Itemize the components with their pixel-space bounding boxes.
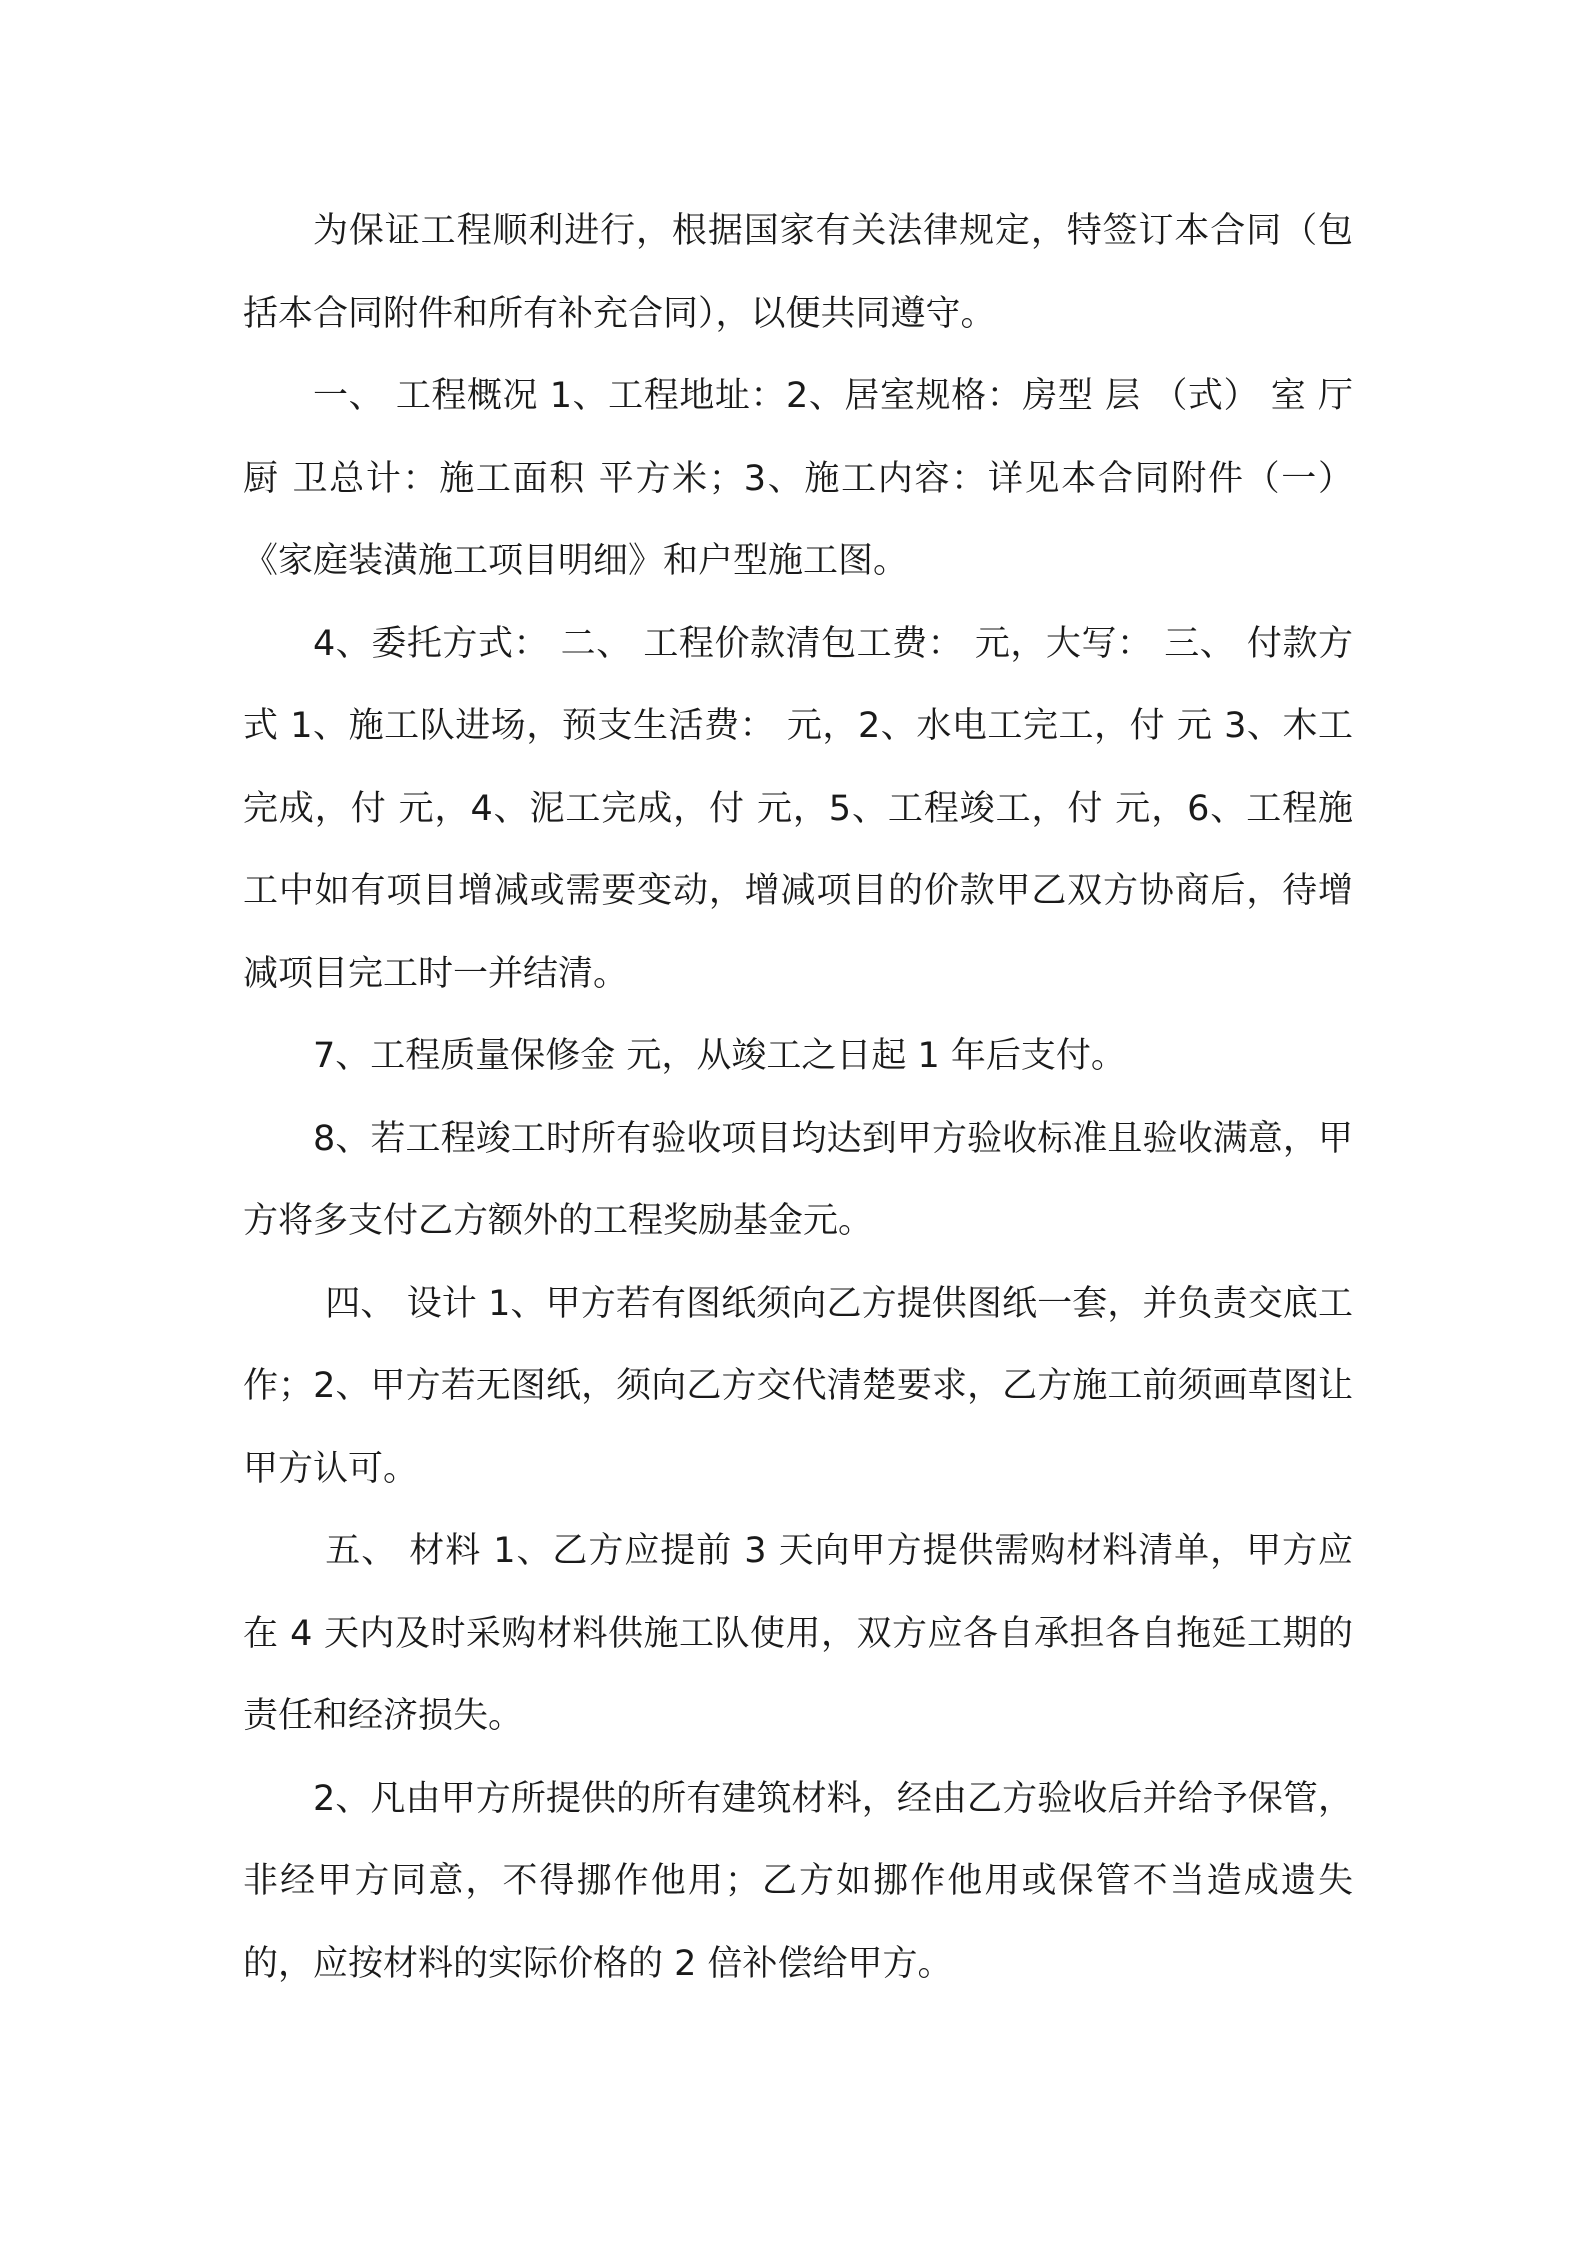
paragraph-project-overview: 一、 工程概况 1、工程地址：2、居室规格：房型 层 （式） 室 厅 厨 卫总计：施工面积 平方米；3、施工内容：详见本合同附件（一）《家庭装潢施工项目明细》和户型施工图。 (243, 376, 1353, 581)
paragraph-material-custody: 2、凡由甲方所提供的所有建筑材料，经由乙方验收后并给予保管，非经甲方同意，不得挪作他用；乙方如挪作他用或保管不当造成遗失的，应按材料的实际价格的 2 倍补偿给甲方。 (243, 1778, 1353, 1984)
paragraph-payment: 4、委托方式： 二、 工程价款清包工费： 元，大写： 三、 付款方式 1、施工队进场，预支生活费： 元，2、水电工完工，付 元 3、木工完成，付 元，4、泥工完成，付 元，5、工程竣工，付 元，6、工程施工中如有项目增减或需要变动，增减项目的价款甲乙双方协商后，待增减项目完工时一并结清。 (243, 623, 1353, 994)
paragraph-materials: 五、 材料 1、乙方应提前 3 天向甲方提供需购材料清单，甲方应在 4 天内及时采购材料供施工队使用，双方应各自承担各自拖延工期的责任和经济损失。 (243, 1531, 1353, 1736)
paragraph-warranty-deposit: 7、工程质量保修金 元，从竣工之日起 1 年后支付。 (313, 1036, 1126, 1076)
contract-page (243, 190, 1353, 2005)
paragraph-bonus: 8、若工程竣工时所有验收项目均达到甲方验收标准且验收满意，甲方将多支付乙方额外的工程奖励基金元。 (243, 1118, 1353, 1241)
paragraph-intro: 为保证工程顺利进行，根据国家有关法律规定，特签订本合同（包括本合同附件和所有补充合同），以便共同遵守。 (243, 211, 1353, 334)
paragraph-design: 四、 设计 1、甲方若有图纸须向乙方提供图纸一套，并负责交底工作；2、甲方若无图纸，须向乙方交代清楚要求，乙方施工前须画草图让甲方认可。 (243, 1283, 1353, 1489)
